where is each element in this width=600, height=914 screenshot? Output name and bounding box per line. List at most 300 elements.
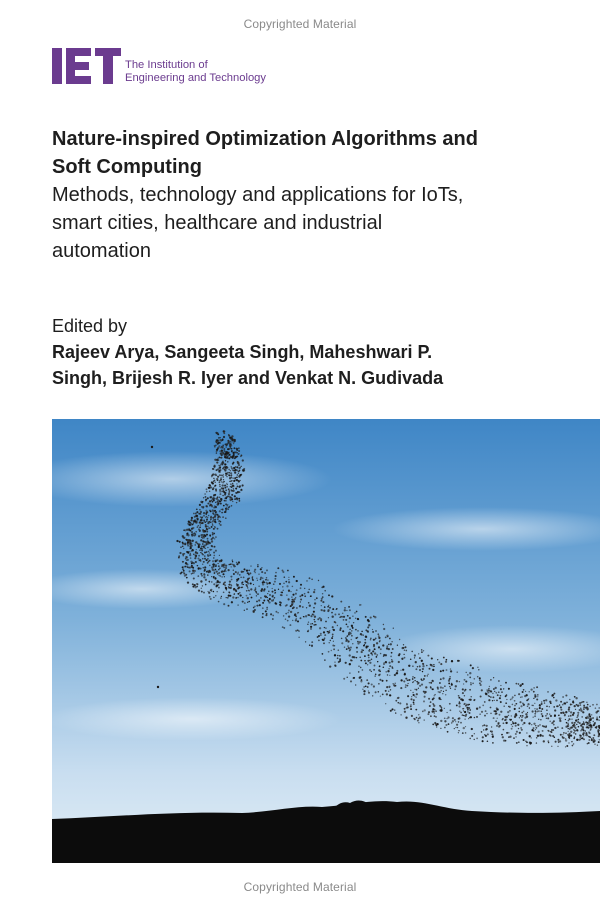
bird-dot: [234, 495, 236, 497]
bird-dot: [403, 654, 404, 655]
bird-dot: [518, 711, 519, 712]
bird-dot: [297, 612, 298, 613]
bird-dot: [205, 510, 207, 512]
bird-dot: [245, 580, 247, 582]
bird-dot: [267, 579, 268, 580]
bird-dot: [552, 729, 554, 731]
bird-dot: [195, 544, 196, 545]
bird-dot: [526, 745, 528, 747]
bird-dot: [223, 450, 225, 452]
bird-dot: [458, 697, 460, 699]
bird-dot: [319, 627, 321, 629]
bird-dot: [509, 736, 511, 738]
bird-dot: [553, 697, 554, 698]
bird-dot: [390, 656, 392, 658]
bird-dot: [583, 705, 585, 707]
bird-dot: [222, 495, 224, 497]
bird-dot: [391, 652, 393, 654]
bird-dot: [411, 715, 413, 717]
bird-dot: [375, 691, 377, 693]
bird-dot: [506, 699, 507, 700]
bird-dot: [189, 570, 191, 572]
bird-dot: [573, 726, 574, 727]
bird-dot: [214, 459, 216, 461]
bird-dot: [572, 700, 574, 702]
bird-dot: [588, 720, 590, 722]
bird-dot: [351, 630, 352, 631]
bird-dot: [432, 666, 434, 668]
bird-dot: [328, 594, 330, 596]
bird-dot: [224, 576, 225, 577]
bird-dot: [220, 575, 221, 576]
bird-dot: [361, 649, 363, 651]
bird-dot: [508, 715, 509, 716]
bird-dot: [195, 552, 197, 554]
bird-dot: [442, 677, 444, 679]
bird-dot: [424, 675, 426, 677]
bird-dot: [236, 469, 238, 471]
bird-dot: [256, 595, 257, 596]
bird-dot: [338, 613, 340, 615]
bird-dot: [320, 635, 321, 636]
bird-dot: [180, 546, 181, 547]
bird-dot: [282, 626, 284, 628]
bird-dot: [575, 733, 576, 734]
bird-dot: [576, 724, 577, 725]
bird-dot: [236, 448, 238, 450]
bird-dot: [491, 730, 493, 732]
bird-dot: [288, 581, 290, 583]
bird-dot: [201, 588, 202, 589]
bird-dot: [355, 629, 357, 631]
bird-dot: [241, 466, 242, 467]
bird-dot: [203, 573, 205, 575]
bird-dot: [240, 577, 241, 578]
bird-dot: [588, 736, 589, 737]
bird-dot: [187, 543, 189, 545]
bird-dot: [361, 634, 363, 636]
bird-dot: [300, 584, 302, 586]
bird-dot: [190, 547, 192, 549]
bird-dot: [429, 668, 431, 670]
bird-dot: [230, 563, 232, 565]
bird-dot: [262, 583, 264, 585]
bird-dot: [292, 594, 294, 596]
bird-dot: [481, 731, 483, 733]
bird-dot: [351, 639, 353, 641]
bird-dot: [203, 519, 205, 521]
bird-dot: [472, 667, 474, 669]
bird-dot: [375, 630, 377, 632]
bird-dot: [497, 694, 499, 696]
bird-dot: [334, 654, 336, 656]
bird-dot: [437, 688, 439, 690]
bird-dot: [322, 601, 324, 603]
bird-dot: [219, 497, 221, 499]
bird-dot: [207, 502, 209, 504]
bird-dot: [223, 466, 225, 468]
bird-dot: [388, 691, 390, 693]
bird-dot: [391, 659, 392, 660]
bird-dot: [209, 500, 211, 502]
bird-dot: [546, 709, 548, 711]
bird-dot: [583, 721, 584, 722]
bird-dot: [232, 477, 233, 478]
bird-dot: [191, 563, 192, 564]
bird-dot: [221, 509, 222, 510]
bird-dot: [586, 716, 588, 718]
bird-dot: [322, 639, 324, 641]
bird-dot: [231, 467, 233, 469]
bird-dot: [208, 561, 210, 563]
bird-dot: [222, 484, 224, 486]
bird-dot: [367, 619, 369, 621]
bird-dot: [367, 686, 369, 688]
bird-dot: [368, 654, 370, 656]
bird-dot: [469, 672, 471, 674]
bird-dot: [592, 717, 594, 719]
bird-dot: [328, 617, 329, 618]
bird-dot: [197, 515, 199, 517]
bird-dot: [399, 639, 400, 640]
bird-dot: [220, 559, 222, 561]
bird-dot: [539, 724, 541, 726]
bird-dot: [576, 717, 577, 718]
bird-dot: [551, 695, 553, 697]
bird-dot: [209, 534, 211, 536]
bird-dot: [232, 490, 234, 492]
bird-dot: [373, 669, 375, 671]
bird-dot: [393, 684, 395, 686]
bird-dot: [565, 694, 567, 696]
bird-dot: [404, 711, 406, 713]
bird-dot: [512, 696, 514, 698]
bird-dot: [228, 457, 230, 459]
bird-dot: [516, 683, 518, 685]
bird-dot: [321, 609, 323, 611]
bird-dot: [305, 615, 307, 617]
bird-dot: [470, 683, 472, 685]
bird-dot: [535, 729, 536, 730]
bird-dot: [344, 607, 346, 609]
bird-dot: [358, 665, 360, 667]
bird-dot: [186, 563, 188, 565]
bird-dot: [260, 568, 262, 570]
bird-dot: [408, 665, 410, 667]
bird-dot: [391, 660, 393, 662]
bird-dot: [288, 598, 290, 600]
bird-dot: [231, 441, 233, 443]
bird-dot: [308, 602, 310, 604]
bird-dot: [227, 461, 228, 462]
bird-dot: [209, 549, 211, 551]
bird-dot: [252, 577, 253, 578]
bird-dot: [215, 441, 217, 443]
bird-dot: [360, 667, 362, 669]
bird-dot: [204, 566, 206, 568]
bird-dot: [332, 608, 334, 610]
bird-dot: [212, 468, 214, 470]
bird-dot: [182, 568, 184, 570]
bird-dot: [416, 693, 418, 695]
bird-dot: [286, 595, 287, 596]
bird-dot: [543, 740, 545, 742]
bird-dot: [415, 709, 417, 711]
bird-dot: [350, 647, 352, 649]
bird-dot: [214, 564, 216, 566]
bird-dot: [186, 577, 188, 579]
bird-dot: [323, 642, 325, 644]
bird-dot: [220, 453, 222, 455]
bird-dot: [356, 647, 358, 649]
bird-dot: [529, 735, 531, 737]
bird-dot: [313, 607, 315, 609]
bird-dot: [498, 680, 500, 682]
bird-dot: [292, 607, 294, 609]
bird-dot: [277, 567, 279, 569]
bird-dot: [397, 697, 399, 699]
bird-dot: [346, 610, 347, 611]
bird-dot: [199, 549, 200, 550]
bird-dot: [209, 552, 210, 553]
bird-dot: [496, 725, 498, 727]
bird-dot: [232, 457, 234, 459]
bird-dot: [209, 554, 211, 556]
bird-dot: [534, 713, 536, 715]
bird-dot: [416, 689, 418, 691]
bird-dot: [211, 499, 213, 501]
bird-dot: [382, 694, 384, 696]
bird-dot: [194, 521, 196, 523]
bird-dot: [209, 484, 211, 486]
bird-dot: [207, 574, 209, 576]
bird-dot: [217, 528, 219, 530]
bird-dot: [520, 705, 522, 707]
bird-dot: [580, 730, 582, 732]
bird-dot: [226, 455, 227, 456]
bird-dot: [421, 684, 423, 686]
bird-dot: [579, 735, 581, 737]
bird-dot: [231, 487, 232, 488]
bird-dot: [591, 714, 592, 715]
bird-dot: [332, 636, 333, 637]
bird-dot: [198, 589, 200, 591]
bird-dot: [510, 719, 512, 721]
bird-dot: [528, 698, 529, 699]
bird-dot: [216, 591, 218, 593]
bird-dot: [225, 567, 227, 569]
bird-dot: [214, 520, 216, 522]
bird-dot: [192, 569, 194, 571]
bird-dot: [258, 573, 260, 575]
bird-dot: [454, 719, 456, 721]
bird-dot: [485, 693, 487, 695]
bird-dot: [224, 581, 226, 583]
bird-dot: [512, 726, 513, 727]
bird-dot: [212, 473, 214, 475]
bird-dot: [230, 584, 232, 586]
bird-dot: [257, 580, 258, 581]
bird-dot: [202, 558, 203, 559]
bird-dot: [325, 621, 327, 623]
bird-dot: [221, 446, 223, 448]
bird-dot: [369, 662, 371, 664]
bird-dot: [585, 717, 587, 719]
bird-dot: [332, 626, 334, 628]
bird-dot: [306, 607, 307, 608]
bird-dot: [223, 479, 224, 480]
bird-dot: [549, 701, 551, 703]
bird-dot: [225, 460, 226, 461]
bird-dot: [320, 600, 322, 602]
bird-dot: [390, 643, 392, 645]
bird-dot: [488, 699, 490, 701]
bird-dot: [203, 512, 205, 514]
bird-dot: [521, 712, 523, 714]
bird-dot: [321, 605, 322, 606]
bird-dot: [208, 487, 210, 489]
bird-dot: [480, 695, 482, 697]
bird-dot: [458, 721, 460, 723]
bird-dot: [523, 711, 524, 712]
bird-dot: [469, 738, 471, 740]
bird-dot: [184, 543, 186, 545]
bird-dot: [360, 604, 361, 605]
bird-dot: [370, 652, 372, 654]
bird-dot: [469, 709, 471, 711]
bird-dot: [382, 645, 383, 646]
bird-dot: [203, 497, 204, 498]
bird-dot: [192, 524, 194, 526]
bird-dot: [228, 469, 229, 470]
bird-dot: [214, 573, 216, 575]
bird-dot: [433, 711, 435, 713]
bird-dot: [337, 625, 338, 626]
bird-dot: [313, 624, 315, 626]
bird-dot: [466, 672, 467, 673]
bird-dot: [331, 650, 332, 651]
bird-dot: [396, 672, 398, 674]
bird-dot: [215, 482, 216, 483]
bird-dot: [430, 715, 432, 717]
bird-dot: [484, 734, 485, 735]
bird-dot: [211, 481, 213, 483]
bird-dot: [378, 646, 380, 648]
bird-dot: [195, 513, 197, 515]
bird-dot: [199, 527, 201, 529]
bird-dot: [223, 563, 225, 565]
bird-dot: [205, 521, 207, 523]
bird-dot: [560, 701, 562, 703]
bird-dot: [207, 517, 208, 518]
bird-dot: [280, 604, 282, 606]
bird-dot: [541, 703, 543, 705]
bird-dot: [378, 637, 380, 639]
bird-dot: [264, 582, 265, 583]
bird-dot: [233, 573, 235, 575]
bird-dot: [222, 445, 224, 447]
bird-dot: [349, 654, 351, 656]
bird-dot: [512, 721, 513, 722]
bird-dot: [462, 698, 463, 699]
bird-dot: [414, 695, 415, 696]
bird-dot: [234, 478, 236, 480]
bird-dot: [215, 569, 217, 571]
bird-dot: [312, 623, 313, 624]
bird-dot: [367, 664, 368, 665]
bird-dot: [370, 617, 372, 619]
bird-dot: [372, 629, 373, 630]
bird-dot: [233, 485, 235, 487]
bird-dot: [234, 480, 236, 482]
bird-dot: [230, 475, 231, 476]
bird-dot: [286, 585, 288, 587]
bird-dot: [511, 698, 512, 699]
bird-dot: [469, 689, 471, 691]
bird-dot: [310, 628, 312, 630]
bird-dot: [407, 679, 409, 681]
bird-dot: [351, 635, 353, 637]
bird-dot: [502, 718, 504, 720]
bird-dot: [415, 696, 416, 697]
bird-dot: [228, 507, 229, 508]
bird-dot: [578, 714, 579, 715]
bird-dot: [474, 717, 476, 719]
bird-dot: [336, 609, 337, 610]
cloud: [52, 697, 342, 741]
bird-dot: [266, 607, 267, 608]
bird-dot: [219, 581, 221, 583]
bird-dot: [217, 563, 218, 564]
bird-dot: [554, 727, 556, 729]
bird-dot: [229, 580, 231, 582]
bird-dot: [389, 694, 391, 696]
bird-dot: [358, 671, 360, 673]
bird-dot: [198, 544, 200, 546]
bird-dot: [300, 599, 302, 601]
bird-dot: [231, 466, 232, 467]
book-subtitle-line2: smart cities, healthcare and industrial: [52, 212, 383, 234]
bird-dot: [508, 688, 510, 690]
bird-dot: [582, 727, 583, 728]
bird-dot: [205, 524, 207, 526]
bird-dot: [203, 515, 205, 517]
bird-dot: [213, 510, 215, 512]
bird-dot: [187, 566, 189, 568]
bird-dot: [371, 659, 373, 661]
bird-dot: [182, 566, 184, 568]
bird-dot: [413, 702, 415, 704]
bird-dot: [252, 579, 254, 581]
bird-dot: [184, 529, 186, 531]
bird-dot: [578, 739, 580, 741]
bird-dot: [568, 715, 569, 716]
bird-dot: [293, 599, 295, 601]
bird-dot: [222, 452, 224, 454]
bird-dot: [418, 722, 419, 723]
bird-dot: [560, 712, 562, 714]
bird-dot: [430, 682, 432, 684]
bird-dot: [248, 590, 249, 591]
bird-dot: [246, 608, 248, 610]
bird-dot: [274, 581, 276, 583]
bird-dot: [398, 661, 400, 663]
bird-dot: [484, 715, 486, 717]
bird-dot: [237, 593, 239, 595]
bird-dot: [220, 597, 221, 598]
bird-dot: [272, 615, 274, 617]
bird-dot: [284, 576, 286, 578]
